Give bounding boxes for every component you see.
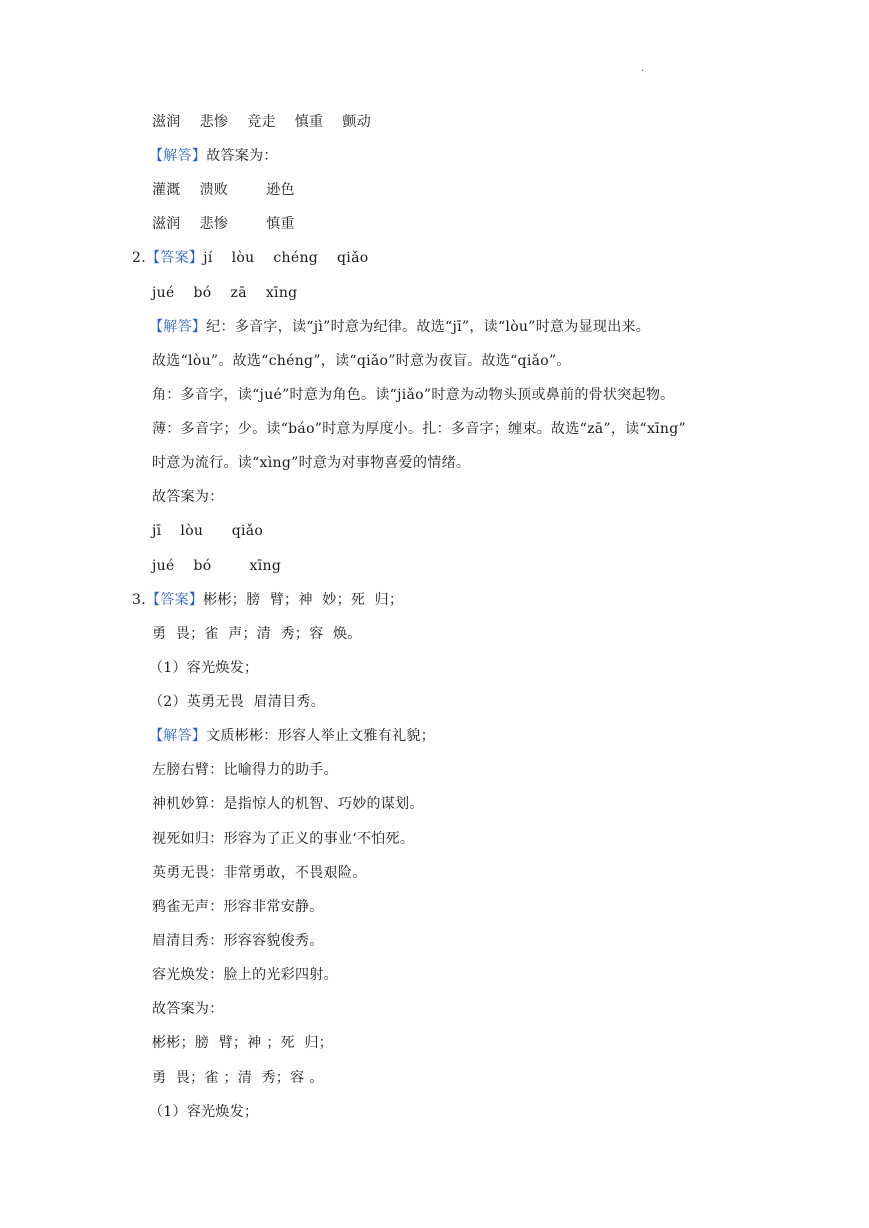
explanation-tag: 【解答】: [149, 319, 207, 335]
explanation-tag: 【解答】: [149, 148, 207, 164]
text-line: 灌溉 溃败 逊色: [152, 182, 295, 198]
text-line: 视死如归：形容为了正义的事业‘不怕死。: [152, 831, 415, 847]
text-line: 滋润 悲惨 竞走 慎重 颤动: [152, 114, 372, 130]
answer-tag: 【答案】: [145, 592, 204, 608]
answer-explanation-line: [149, 315, 650, 339]
page-dot: ·: [641, 66, 645, 77]
text-line: 彬彬；膀 臂；神 ；死 归；: [152, 1035, 334, 1051]
text-line: 容光焕发：脸上的光彩四射。: [152, 967, 338, 983]
text-line: 故答案为：: [152, 1001, 224, 1017]
answer-explanation-line: [149, 144, 278, 168]
text-line: 彬彬；膀 臂；神 妙；死 归；: [203, 592, 404, 608]
text-line: 眉清目秀：形容容貌俊秀。: [152, 933, 324, 949]
text-line: jī lòu qiǎo: [152, 523, 264, 539]
answer-explanation-line: [149, 724, 435, 748]
text-line: jué bó xīng: [152, 558, 282, 574]
question-number: 3.: [132, 592, 146, 608]
text-line: 滋润 悲惨 慎重: [152, 216, 295, 232]
text-line: （2）英勇无畏 眉清目秀。: [149, 694, 326, 710]
text-line: 故答案为：: [206, 148, 278, 164]
text-line: 勇 畏；雀 声；清 秀；容 焕。: [152, 626, 362, 642]
text-line: 故选“lòu”。故选“chéng”，读“qiǎo”时意为夜盲。故选“qiǎo”。: [152, 353, 571, 369]
text-line: 故答案为：: [152, 489, 224, 505]
text-line: 神机妙算：是指惊人的机智、巧妙的谋划。: [152, 796, 424, 812]
text-line: 文质彬彬：形容人举止文雅有礼貌；: [206, 728, 436, 744]
text-line: 左膀右臂：比喻得力的助手。: [152, 762, 338, 778]
text-line: 薄：多音字；少。读“báo”时意为厚度小。扎：多音字；缠束。故选“zā”，读“xīng”: [152, 421, 686, 437]
text-line: 英勇无畏：非常勇敢，不畏艰险。: [152, 865, 367, 881]
text-line: jué bó zā xīng: [152, 285, 298, 301]
question-3-answer-line: [132, 588, 403, 612]
text-line: 角：多音字，读“jué”时意为角色。读“jiǎo”时意为动物头顶或鼻前的骨状突起物。: [152, 387, 675, 403]
answer-tag: 【答案】: [145, 250, 204, 266]
text-line: （1）容光焕发；: [149, 660, 259, 676]
question-number: 2.: [132, 250, 146, 266]
question-2-answer-line: [132, 246, 368, 270]
text-line: （1）容光焕发；: [149, 1104, 259, 1120]
text-line: 鸦雀无声：形容非常安静。: [152, 899, 324, 915]
text-line: jí lòu chéng qiǎo: [203, 250, 369, 266]
text-line: 勇 畏；雀 ；清 秀；容 。: [152, 1070, 324, 1086]
text-line: 时意为流行。读“xìng”时意为对事物喜爱的情绪。: [152, 455, 471, 471]
text-line: 纪：多音字，读“jì”时意为纪律。故选“jī”，读“lòu”时意为显现出来。: [206, 319, 651, 335]
explanation-tag: 【解答】: [149, 728, 207, 744]
